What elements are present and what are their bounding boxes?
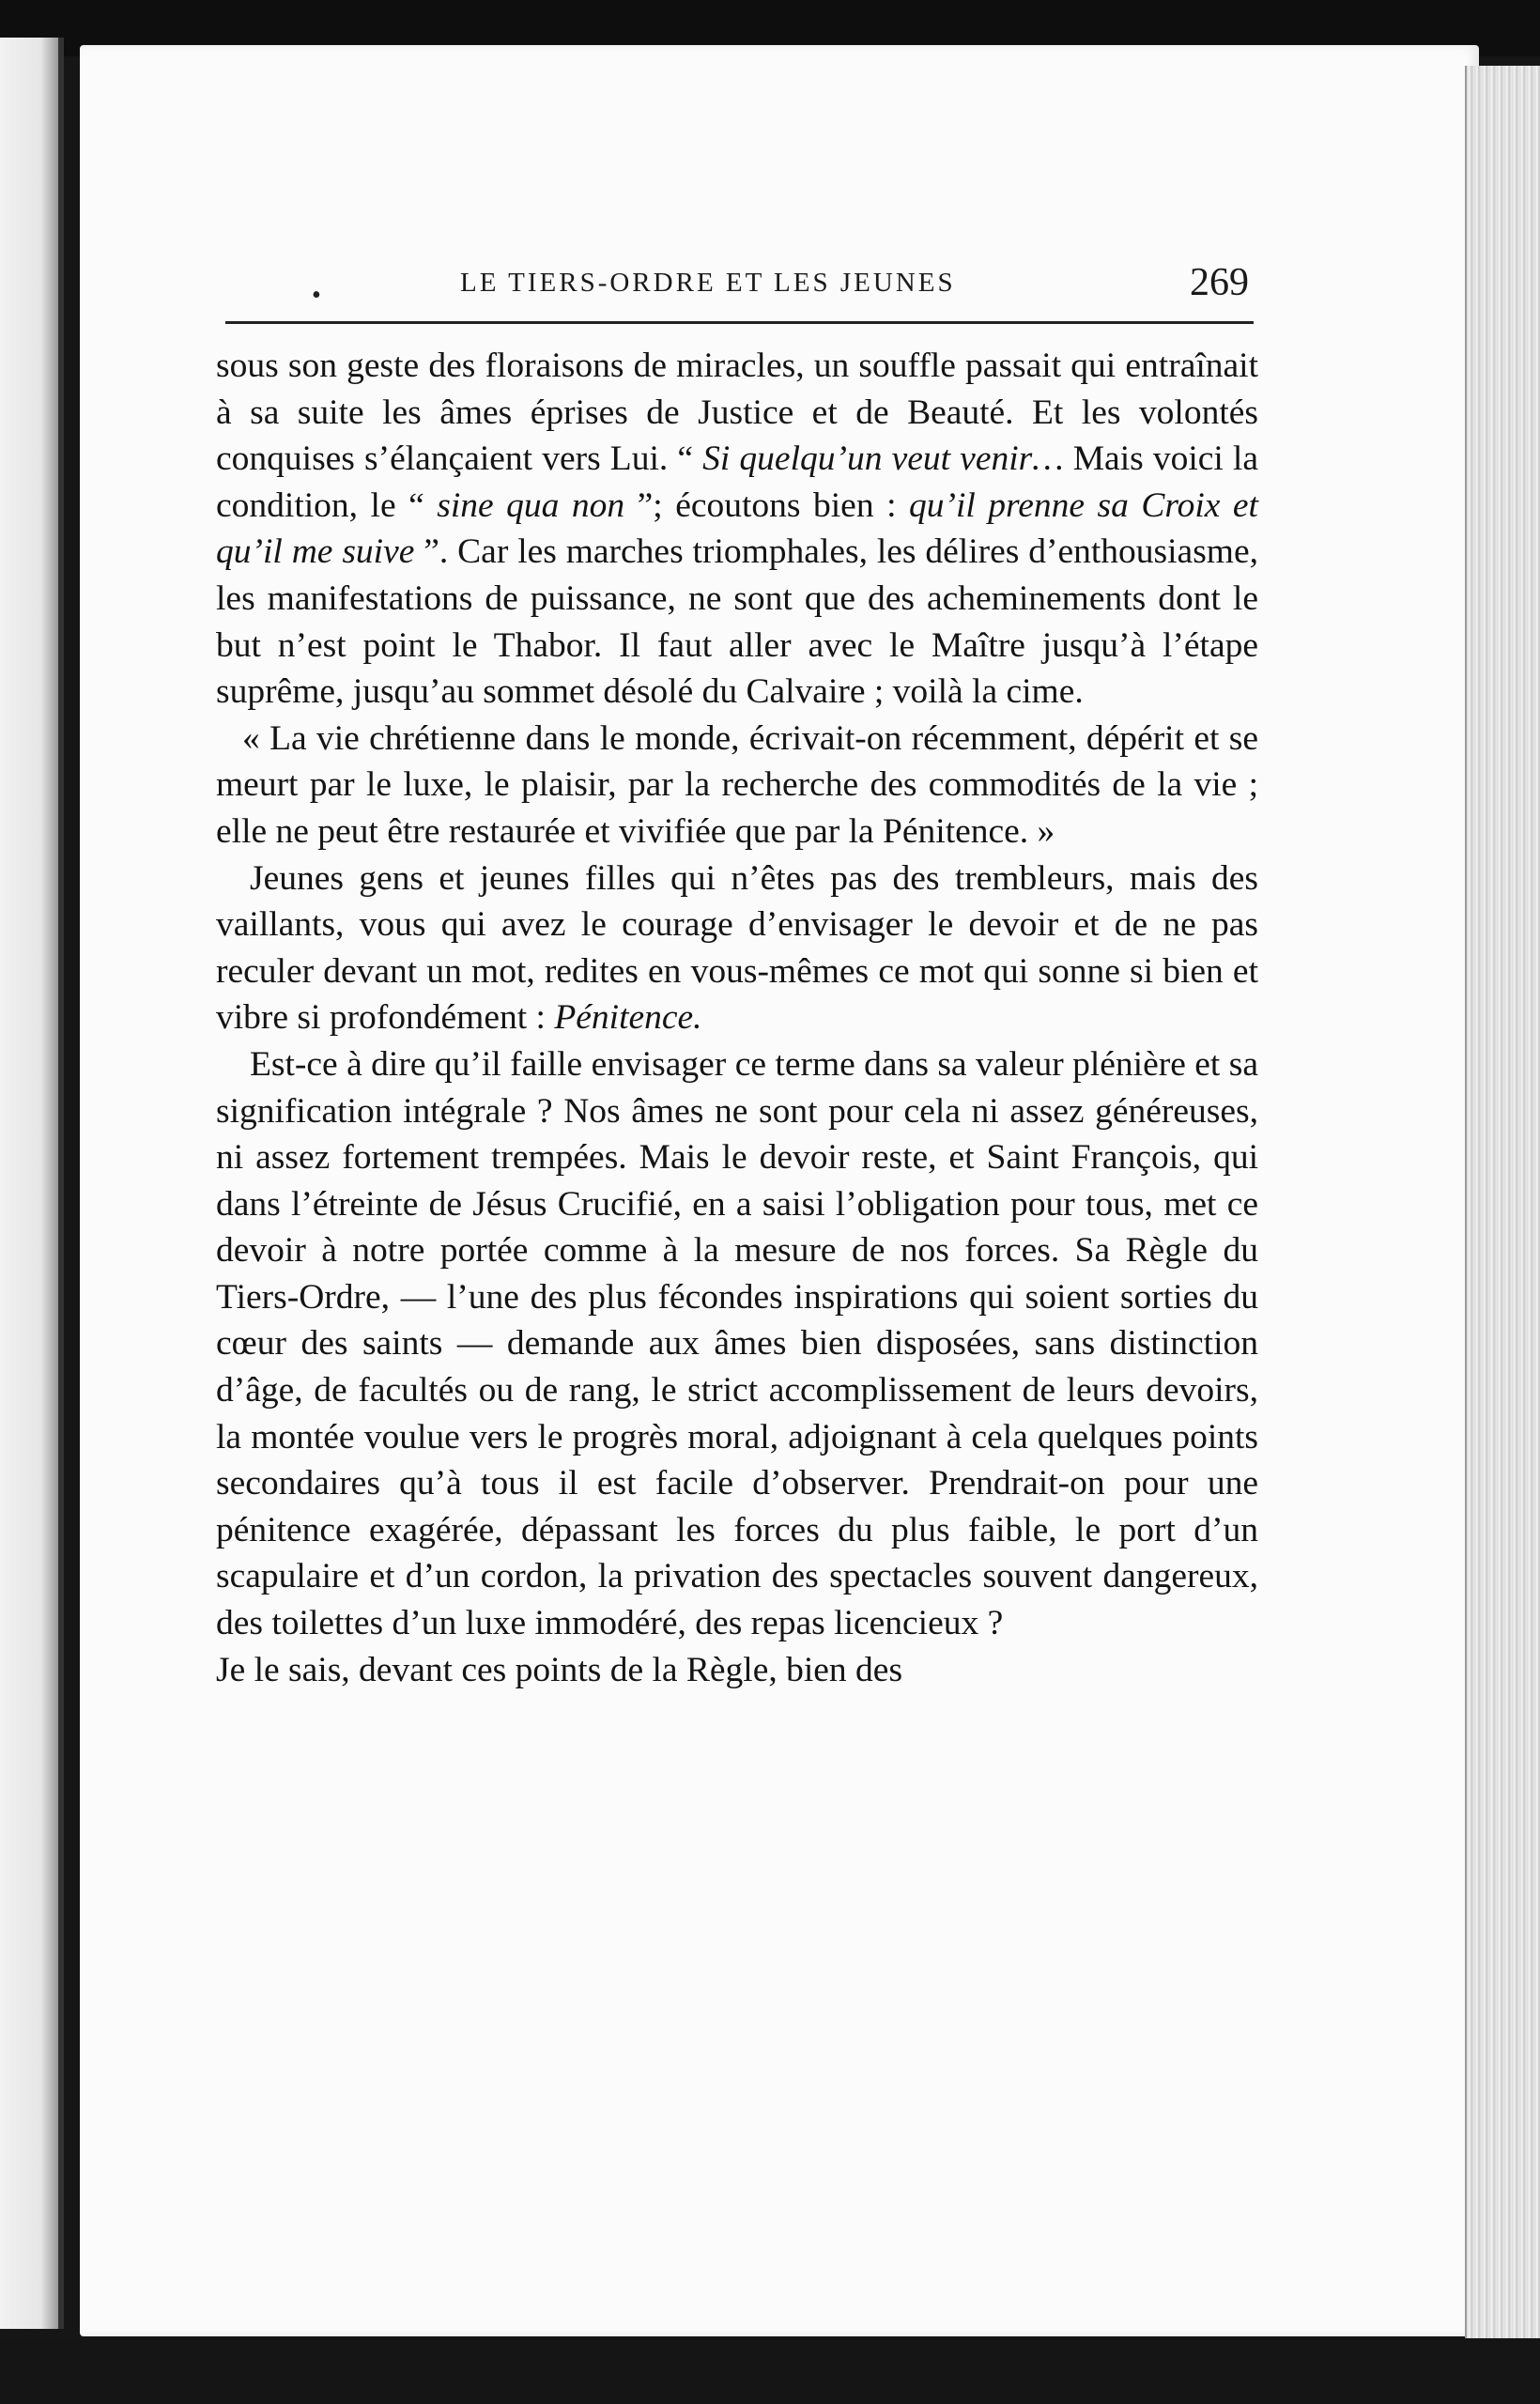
facing-page-edge bbox=[0, 38, 64, 2329]
paragraph-4: Est-ce à dire qu’il faille envisager ce terme dans sa valeur plénière et sa signification intégrale ? Nos âmes ne sont pour cela ni assez généreuses, ni assez fortement trempées. Mais le devoir reste, et Saint François, qui dans l’étreinte de Jésus Crucifié, en a saisi l’obligation pour tous, met ce devoir à notre portée comme à la mesure de nos forces. Sa Règle du Tiers-Ordre, — l’une des plus fécondes inspirations qui soient sorties du cœur des saints — demande aux âmes bien disposées, sans distinction d’âge, de facultés ou de rang, le strict accomplissement de leurs devoirs, la montée voulue vers le progrès moral, adjoignant à cela quelques points secondaires qu’à tous il est facile d’observer. Prendrait-on pour une pénitence exagérée, dépassant les forces du plus faible, le port d’un scapulaire et d’un cordon, la privation des spectacles souvent dangereux, des toilettes d’un luxe immodéré, des repas licencieux ? bbox=[216, 1044, 1258, 1643]
italic-run: Si quelqu’un veut venir… bbox=[702, 439, 1064, 479]
paragraph-3 bbox=[216, 855, 1258, 1041]
body-text bbox=[216, 343, 1258, 1693]
header-ornament: • bbox=[312, 281, 321, 310]
paragraph-2: « La vie chrétienne dans le monde, écrivait-on récemment, dépérit et se meurt par le luxe, le plaisir, par la recherche des commodités de la vie ; elle ne peut être restaurée et vivifiée que par la Pénitence. » bbox=[216, 718, 1258, 851]
page-stack-edges bbox=[1465, 66, 1540, 2348]
header-rule bbox=[225, 321, 1254, 324]
text-run: ”. Car les marches triomphales, les délires d’enthousiasme, les manifestations de puissance, ne sont que des acheminements dont le but n’est point le Thabor. Il faut aller avec le Maître jusqu’à l’étape suprême, jusqu’au sommet désolé du Calvaire ; voilà la cime. bbox=[216, 532, 1258, 712]
italic-run: qu’il prenne sa Croix et qu’il me suive bbox=[216, 485, 1258, 572]
running-head: LE TIERS-ORDRE ET LES JEUNES bbox=[460, 268, 956, 298]
text-run: ”; écoutons bien : bbox=[624, 485, 909, 525]
scan-bottom-border bbox=[0, 2338, 1540, 2404]
italic-run: sine qua non bbox=[437, 485, 625, 525]
paragraph-5: Je le sais, devant ces points de la Règle, bien des bbox=[216, 1650, 903, 1689]
text-run: Jeunes gens et jeunes filles qui n’êtes pas des trembleurs, mais des vaillants, vous qui avez le courage d’envisager le devoir et de ne pas reculer devant un mot, redites en vous-mêmes ce mot qui sonne si bien et vibre si profondément : bbox=[216, 858, 1258, 1038]
italic-run: Pénitence. bbox=[554, 998, 702, 1038]
text-run: sous son geste des floraisons de miracles, un souffle passait qui entraînait à sa suite les âmes éprises de Justice et de Beauté. Et les volontés conquises s’élançaient vers Lui. “ bbox=[216, 347, 1258, 479]
page-number: 269 bbox=[1190, 261, 1249, 304]
text-run: Mais voici la condition, le “ bbox=[216, 439, 1258, 525]
page-header bbox=[225, 258, 1258, 315]
paragraph-1 bbox=[216, 343, 1258, 716]
